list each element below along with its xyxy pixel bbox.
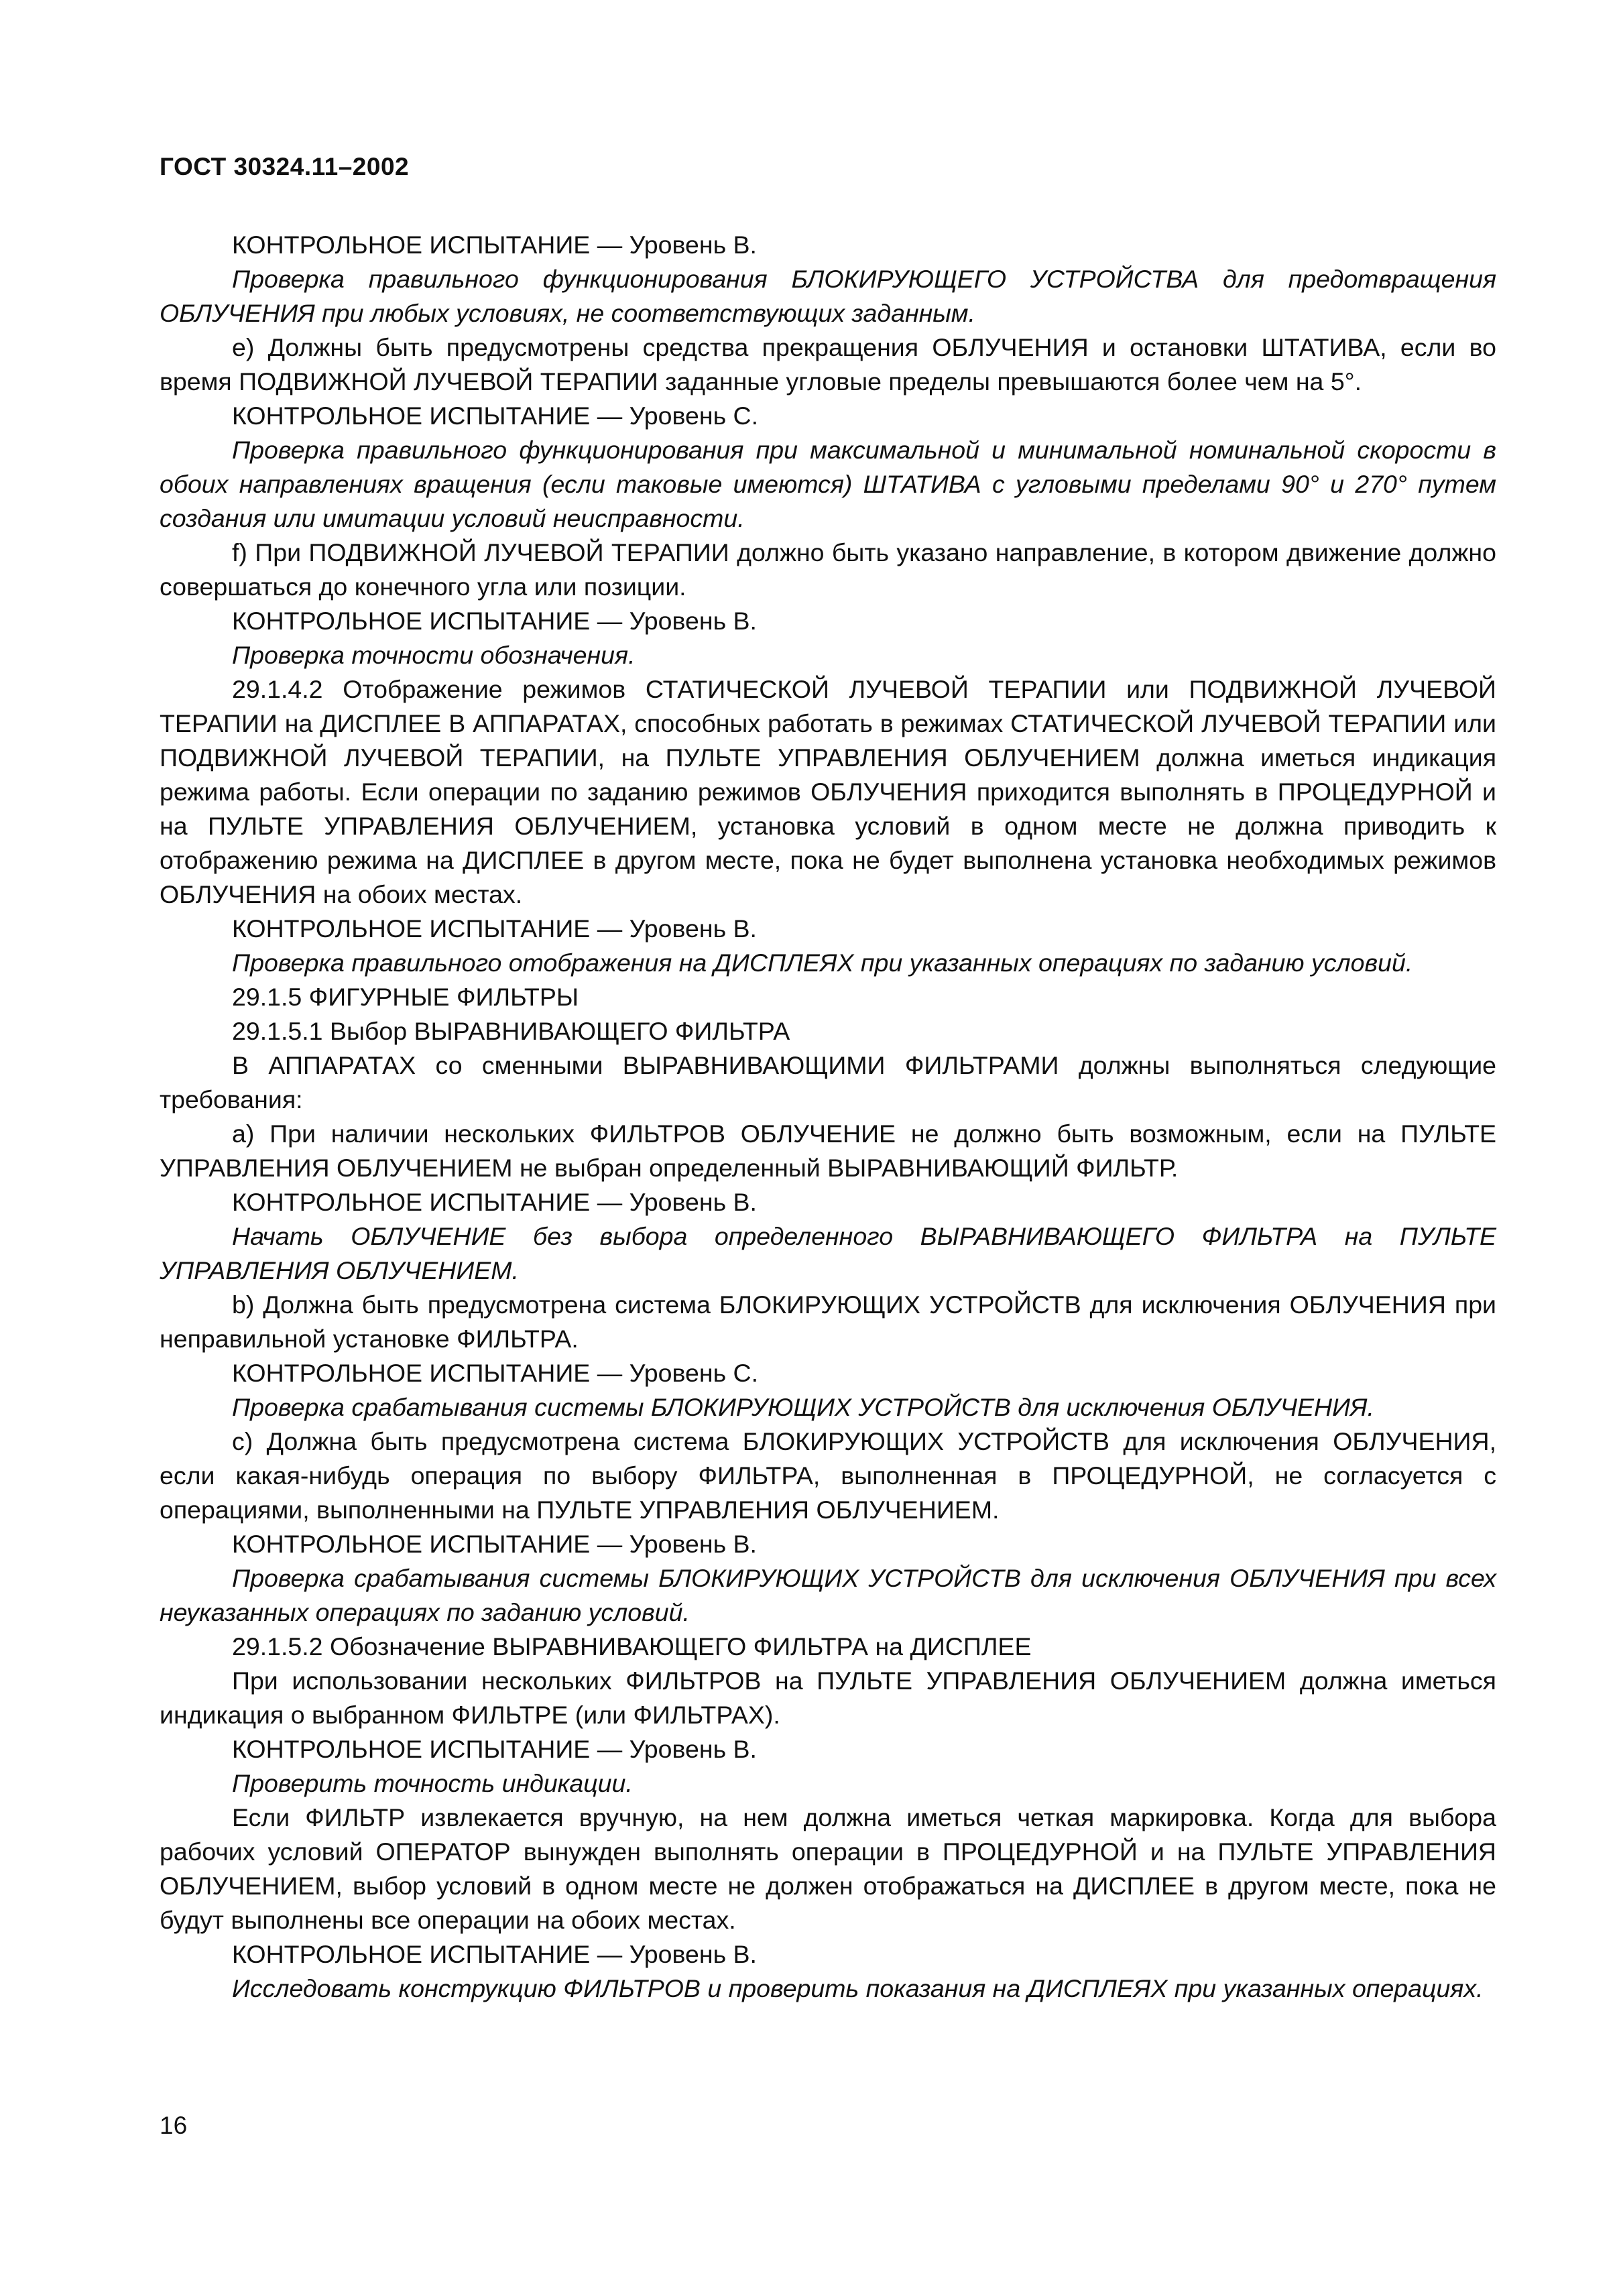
paragraph-italic: Проверка правильного функционирования БЛОКИРУЮЩЕГО УСТРОЙСТВА для предотвращения ОБЛУЧЕНИЯ при любых условиях, не соответствующих заданным. (160, 265, 1496, 327)
paragraph: В АППАРАТАХ со сменными ВЫРАВНИВАЮЩИМИ ФИЛЬТРАМИ должны выполняться следующие требования: (160, 1051, 1496, 1113)
paragraph: КОНТРОЛЬНОЕ ИСПЫТАНИЕ — Уровень В. (232, 1735, 757, 1763)
paragraph-italic: Проверка срабатывания системы БЛОКИРУЮЩИХ УСТРОЙСТВ для исключения ОБЛУЧЕНИЯ при всех неуказанных операциях по заданию условий. (160, 1564, 1496, 1626)
section-heading: 29.1.5 ФИГУРНЫЕ ФИЛЬТРЫ (232, 983, 579, 1011)
section-heading: 29.1.5.2 Обозначение ВЫРАВНИВАЮЩЕГО ФИЛЬТРА на ДИСПЛЕЕ (232, 1632, 1032, 1660)
paragraph-italic: Проверить точность индикации. (232, 1769, 633, 1797)
paragraph-italic: Проверка точности обозначения. (232, 641, 636, 669)
paragraph: Если ФИЛЬТР извлекается вручную, на нем должна иметься четкая маркировка. Когда для выбора рабочих условий ОПЕРАТОР вынужден выполнять операции в ПРОЦЕДУРНОЙ и на ПУЛЬТЕ УПРАВЛЕНИЯ ОБЛУЧЕНИЕМ, выбор условий в одном месте не должен отображаться на ДИСПЛЕЕ в другом месте, пока не будут выполнены все операции на обоих местах. (160, 1803, 1496, 1934)
document-code-header: ГОСТ 30324.11–2002 (160, 153, 410, 180)
paragraph: КОНТРОЛЬНОЕ ИСПЫТАНИЕ — Уровень С. (232, 402, 759, 430)
paragraph: f) При ПОДВИЖНОЙ ЛУЧЕВОЙ ТЕРАПИИ должно быть указано направление, в котором движение должно совершаться до конечного угла или позиции. (160, 538, 1496, 601)
paragraph-italic: Проверка правильного функционирования при максимальной и минимальной номинальной скорости в обоих направлениях вращения (если таковые имеются) ШТАТИВА с угловыми пределами 90° и 270° путем создания или имитации условий неисправности. (160, 436, 1496, 532)
paragraph: КОНТРОЛЬНОЕ ИСПЫТАНИЕ — Уровень С. (232, 1359, 759, 1387)
paragraph: КОНТРОЛЬНОЕ ИСПЫТАНИЕ — Уровень В. (232, 1940, 757, 1968)
paragraph: При использовании нескольких ФИЛЬТРОВ на ПУЛЬТЕ УПРАВЛЕНИЯ ОБЛУЧЕНИЕМ должна иметься индикация о выбранном ФИЛЬТРЕ (или ФИЛЬТРАХ). (160, 1667, 1496, 1729)
paragraph: КОНТРОЛЬНОЕ ИСПЫТАНИЕ — Уровень В. (232, 1188, 757, 1216)
paragraph: КОНТРОЛЬНОЕ ИСПЫТАНИЕ — Уровень В. (232, 1530, 757, 1558)
paragraph: 29.1.4.2 Отображение режимов СТАТИЧЕСКОЙ ЛУЧЕВОЙ ТЕРАПИИ или ПОДВИЖНОЙ ЛУЧЕВОЙ ТЕРАПИИ на ДИСПЛЕЕ В АППАРАТАХ, способных работать в режимах СТАТИЧЕСКОЙ ЛУЧЕВОЙ ТЕРАПИИ или ПОДВИЖНОЙ ЛУЧЕВОЙ ТЕРАПИИ, на ПУЛЬТЕ УПРАВЛЕНИЯ ОБЛУЧЕНИЕМ должна иметься индикация режима работы. Если операции по заданию режимов ОБЛУЧЕНИЯ приходится выполнять в ПРОЦЕДУРНОЙ и на ПУЛЬТЕ УПРАВЛЕНИЯ ОБЛУЧЕНИЕМ, установка условий в одном месте не должна приводить к отображению режима на ДИСПЛЕЕ в другом месте, пока не будет выполнена установка необходимых режимов ОБЛУЧЕНИЯ на обоих местах. (160, 675, 1496, 908)
paragraph: b) Должна быть предусмотрена система БЛОКИРУЮЩИХ УСТРОЙСТВ для исключения ОБЛУЧЕНИЯ при неправильной установке ФИЛЬТРА. (160, 1290, 1496, 1353)
paragraph: КОНТРОЛЬНОЕ ИСПЫТАНИЕ — Уровень В. (232, 914, 757, 943)
document-body (160, 228, 1496, 2006)
section-heading: 29.1.5.1 Выбор ВЫРАВНИВАЮЩЕГО ФИЛЬТРА (232, 1017, 790, 1045)
paragraph: е) Должны быть предусмотрены средства прекращения ОБЛУЧЕНИЯ и остановки ШТАТИВА, если во время ПОДВИЖНОЙ ЛУЧЕВОЙ ТЕРАПИИ заданные угловые пределы превышаются более чем на 5°. (160, 333, 1496, 396)
paragraph: КОНТРОЛЬНОЕ ИСПЫТАНИЕ — Уровень В. (232, 607, 757, 635)
paragraph-italic: Начать ОБЛУЧЕНИЕ без выбора определенного ВЫРАВНИВАЮЩЕГО ФИЛЬТРА на ПУЛЬТЕ УПРАВЛЕНИЯ ОБЛУЧЕНИЕМ. (160, 1222, 1496, 1284)
page-number: 16 (160, 2112, 188, 2139)
paragraph: а) При наличии нескольких ФИЛЬТРОВ ОБЛУЧЕНИЕ не должно быть возможным, если на ПУЛЬТЕ УПРАВЛЕНИЯ ОБЛУЧЕНИЕМ не выбран определенный ВЫРАВНИВАЮЩИЙ ФИЛЬТР. (160, 1120, 1496, 1182)
paragraph-italic: Проверка правильного отображения на ДИСПЛЕЯХ при указанных операциях по заданию условий. (232, 949, 1413, 977)
paragraph: КОНТРОЛЬНОЕ ИСПЫТАНИЕ — Уровень В. (232, 231, 757, 259)
paragraph: с) Должна быть предусмотрена система БЛОКИРУЮЩИХ УСТРОЙСТВ для исключения ОБЛУЧЕНИЯ, если какая-нибудь операция по выбору ФИЛЬТРА, выполненная в ПРОЦЕДУРНОЙ, не согласуется с операциями, выполненными на ПУЛЬТЕ УПРАВЛЕНИЯ ОБЛУЧЕНИЕМ. (160, 1427, 1496, 1524)
paragraph-italic: Исследовать конструкцию ФИЛЬТРОВ и проверить показания на ДИСПЛЕЯХ при указанных операциях. (232, 1974, 1484, 2002)
paragraph-italic: Проверка срабатывания системы БЛОКИРУЮЩИХ УСТРОЙСТВ для исключения ОБЛУЧЕНИЯ. (232, 1393, 1374, 1421)
